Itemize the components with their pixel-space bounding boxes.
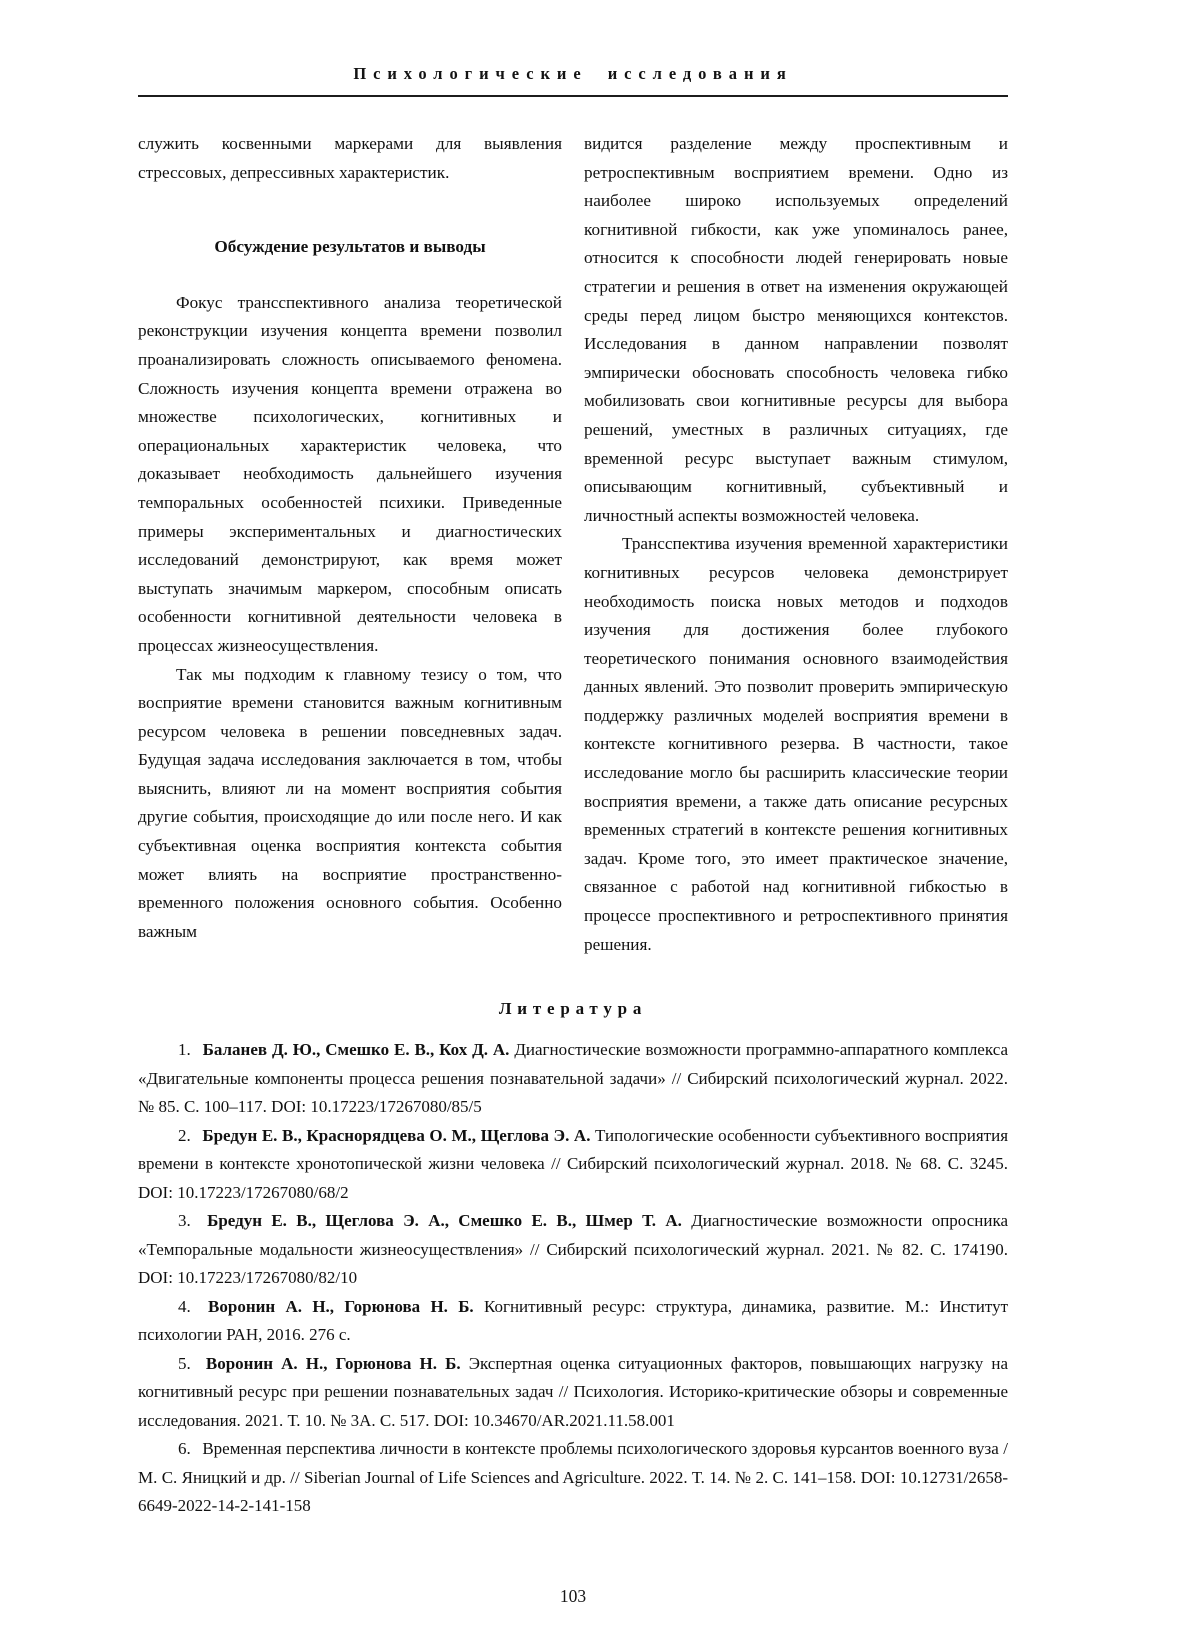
- reference-authors: Баланев Д. Ю., Смешко Е. В., Кох Д. А.: [202, 1040, 510, 1060]
- reference-item: [138, 1293, 1008, 1350]
- reference-authors: Бредун Е. В., Краснорядцева О. М., Щеглова Э. А.: [202, 1125, 591, 1145]
- reference-text: Типологические особенности субъективного восприятия времени в контексте хронотопической жизни человека // Сибирский психологический журнал. 2018. № 68. С. 3245. DOI: 10.17223/17267080/68/2: [138, 1125, 1009, 1202]
- reference-number: 5.: [178, 1353, 191, 1373]
- journal-running-head: Психологические исследования: [353, 64, 793, 83]
- paragraph: Трансспектива изучения временной характеристики когнитивных ресурсов человека демонстрирует необходимость поиска новых методов и подходов изучения для достижения более глубокого теоретического понимания основного взаимодействия данных явлений. Это позволит проверить эмпирическую поддержку различных моделей восприятия времени в контексте когнитивного резерва. В частности, такое исследование могло бы расширить классические теории восприятия времени, а также дать описание ресурсных временных стратегий в контексте решения когнитивных задач. Кроме того, это имеет практическое значение, связанное с работой над когнитивной гибкостью в процессе проспективного и ретроспективного принятия решения.: [584, 534, 1008, 954]
- paragraph: Так мы подходим к главному тезису о том, что восприятие времени становится важным когнитивным ресурсом человека в решении повседневных задач. Будущая задача исследования заключается в том, чтобы выяснить, влияют ли на момент восприятия события другие события, происходящие до или после него. И как субъективная оценка восприятия контекста события может влиять на восприятие пространственно-временного положения основного события. Особенно важным: [138, 664, 562, 941]
- reference-text: Временная перспектива личности в контексте проблемы психологического здоровья курсантов военного вуза / М. С. Яницкий и др. // Siberian Journal of Life Sciences and Agriculture. 2022. Т. 14. № 2. С. 141–158. DOI: 10.12731/2658-6649-2022-14-2-141-158: [138, 1439, 1009, 1516]
- reference-item: [138, 1036, 1008, 1122]
- reference-number: 4.: [178, 1296, 191, 1316]
- reference-text: Когнитивный ресурс: структура, динамика, развитие. М.: Институт психологии РАН, 2016. 276 с.: [138, 1296, 1009, 1345]
- literature-section: [138, 999, 1008, 1521]
- header-rule: [138, 95, 1008, 97]
- reference-item: [138, 1435, 1008, 1521]
- reference-number: 3.: [178, 1211, 191, 1231]
- paragraph: видится разделение между проспективным и ретроспективным восприятием времени. Одно из наиболее широко используемых определений когнитивной гибкости, как уже упоминалось ранее, относится к способности людей генерировать новые стратегии и решения в ответ на изменения окружающей среды перед лицом быстро меняющихся контекстов. Исследования в данном направлении позволят эмпирически обосновать способность человека гибко мобилизовать свои когнитивные ресурсы для выбора решений, уместных в различных ситуациях, где временной ресурс выступает важным стимулом, описывающим когнитивный, субъективный и личностный аспекты возможностей человека.: [584, 134, 1008, 525]
- left-column: [138, 130, 562, 959]
- reference-authors: Воронин А. Н., Горюнова Н. Б.: [208, 1296, 474, 1316]
- article-body: [138, 130, 1008, 959]
- reference-number: 2.: [178, 1125, 191, 1145]
- reference-item: [138, 1207, 1008, 1293]
- literature-heading: Литература: [498, 999, 648, 1019]
- paragraph: служить косвенными маркерами для выявления стрессовых, депрессивных характеристик.: [138, 134, 562, 182]
- reference-number: 1.: [178, 1040, 191, 1060]
- reference-item: [138, 1122, 1008, 1208]
- paragraph: Фокус трансспективного анализа теоретической реконструкции изучения концепта времени позволил проанализировать сложность описываемого феномена. Сложность изучения концепта времени отражена во множестве психологических, когнитивных и операциональных характеристик человека, что доказывает необходимость дальнейшего изучения темпоральных особенностей психики. Приведенные примеры экспериментальных и диагностических исследований демонстрируют, как время может выступать значимым маркером, способным описать особенности когнитивной деятельности человека в процессах жизнеосуществления.: [138, 292, 562, 655]
- page-number: 103: [559, 1586, 587, 1606]
- reference-item: [138, 1350, 1008, 1436]
- section-heading: Обсуждение результатов и выводы: [214, 237, 486, 257]
- reference-authors: Бредун Е. В., Щеглова Э. А., Смешко Е. В., Шмер Т. А.: [207, 1211, 682, 1231]
- reference-text: Диагностические возможности программно-аппаратного комплекса «Двигательные компоненты процесса решения познавательной задачи» // Сибирский психологический журнал. 2022. № 85. С. 100–117. DOI: 10.17223/17267080/85/5: [138, 1040, 1008, 1117]
- reference-list: [138, 1036, 1008, 1521]
- reference-number: 6.: [178, 1439, 191, 1459]
- reference-authors: Воронин А. Н., Горюнова Н. Б.: [205, 1353, 461, 1373]
- reference-text: Диагностические возможности опросника «Темпоральные модальности жизнеосуществления» // Сибирский психологический журнал. 2021. № 82. С. 174190. DOI: 10.17223/17267080/82/10: [138, 1211, 1008, 1288]
- right-column: [584, 130, 1008, 959]
- reference-text: Экспертная оценка ситуационных факторов, повышающих нагрузку на когнитивный ресурс при решении познавательных задач // Психология. Историко-критические обзоры и современные исследования. 2021. Т. 10. № 3А. С. 517. DOI: 10.34670/AR.2021.11.58.001: [138, 1353, 1008, 1430]
